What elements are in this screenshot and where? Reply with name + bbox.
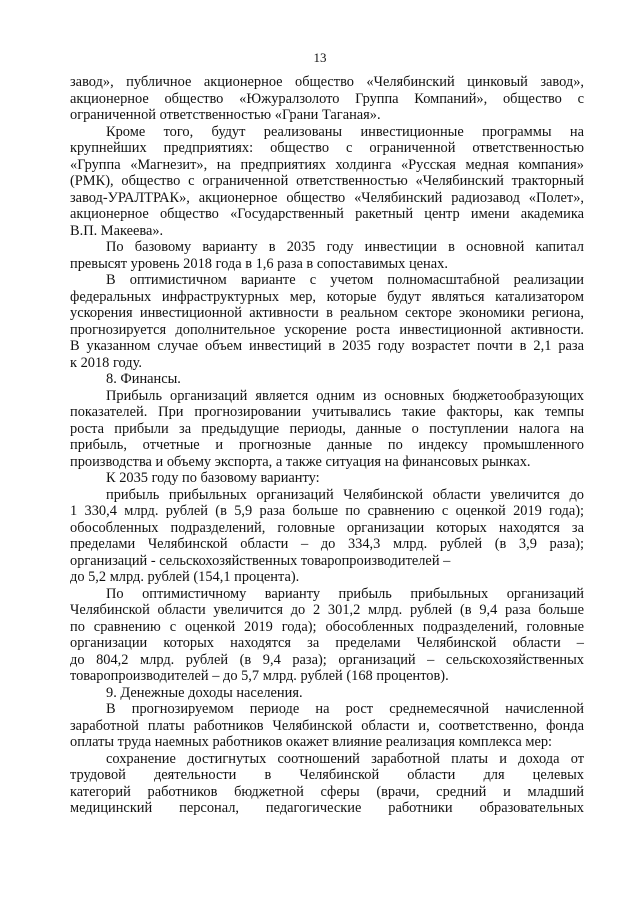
text-line: «Группа «Магнезит», на предприятиях холдинга «Русская медная компания»: [70, 156, 584, 173]
paragraph-wage-ratios: [70, 751, 584, 817]
section-heading-income: [70, 685, 584, 702]
paragraph-profit-factors: [70, 388, 584, 471]
document-body: [70, 74, 584, 817]
heading-text: 8. Финансы.: [106, 371, 181, 387]
text-line: до 5,2 млрд. рублей (154,1 процента).: [70, 569, 300, 585]
text-line: производства и объему экспорта, а также ситуация на финансовых рынках.: [70, 453, 531, 470]
text-line: федеральных инфраструктурных мер, которые будут являться катализатором: [70, 288, 584, 305]
text-line: прибыль, отчетные и прогнозные данные по индексу промышленного: [70, 437, 584, 453]
text-line: завод-УРАЛТРАК», акционерное общество «Челябинский радиозавод «Полет»,: [70, 189, 584, 206]
text-line: обособленных подразделений, головные организации которых находятся за: [70, 519, 584, 536]
text-line: до 804,2 млрд. рублей (в 9,4 раза); организаций – сельскохозяйственных: [70, 651, 584, 668]
text-line: по сравнению с оценкой 2019 года); обособленных подразделений, головные: [70, 618, 584, 635]
text-line: В.П. Макеева».: [70, 222, 164, 239]
text-fragment: организаций - сельскохозяйственных: [70, 552, 298, 569]
text-line: ускорения инвестиционной активности в реальном секторе экономики региона,: [70, 305, 584, 321]
text-line: роста прибыли за предыдущие периоды, данные о поступлении налога на: [70, 420, 584, 437]
paragraph-companies-end: [70, 74, 584, 124]
text-line: к 2018 году.: [70, 354, 142, 371]
paragraph-base-variant-investment: [70, 239, 584, 272]
text-line: [70, 553, 584, 570]
text-line: К 2035 году по базовому варианту:: [106, 470, 320, 486]
paragraph-base-variant-intro: [70, 470, 584, 487]
text-line: организации которых находятся за пределами Челябинской области –: [70, 635, 584, 651]
text-line: превысят уровень 2018 года в 1,6 раза в сопоставимых ценах.: [70, 255, 448, 272]
paragraph-wage-growth: [70, 701, 584, 751]
text-line: По базовому варианту в 2035 году инвестиции в основной капитал: [106, 239, 584, 255]
text-line: сохранение достигнутых соотношений заработной платы и дохода от: [106, 750, 584, 767]
paragraph-investment-programs: [70, 124, 584, 240]
section-heading-finance: [70, 371, 584, 388]
text-line: заработной платы работников Челябинской области и, соответственно, фонда: [70, 717, 584, 734]
text-line: акционерное общество «Южуралзолото Группа Компаний», общество с: [70, 90, 584, 107]
text-line: Кроме того, будут реализованы инвестиционные программы на: [106, 123, 584, 140]
text-line: акционерное общество «Государственный ракетный центр имени академика: [70, 206, 584, 222]
text-line: ограниченной ответственностью «Грани Таганая».: [70, 107, 381, 123]
text-line: оплаты труда наемных работников окажет влияние реализация комплекса мер:: [70, 734, 553, 750]
text-line: В прогнозируемом периоде на рост среднемесячной начисленной: [106, 701, 584, 717]
text-line: пределами Челябинской области – до 334,3 млрд. рублей (в 3,9 раза);: [70, 536, 584, 552]
text-line: медицинский персонал, педагогические работники образовательных: [70, 800, 584, 816]
text-line: товаропроизводителей – до 5,7 млрд. рублей (168 процентов).: [70, 668, 449, 684]
text-line: трудовой деятельности в Челябинской области для целевых: [70, 767, 584, 783]
text-line: категорий работников бюджетной сферы (врачи, средний и младший: [70, 783, 584, 800]
paragraph-optimistic-variant-investment: [70, 272, 584, 371]
text-line: крупнейших предприятиях: общество с ограниченной ответственностью: [70, 140, 584, 156]
text-line: В указанном случае объем инвестиций в 2035 году возрастет почти в 2,1 раза: [70, 338, 584, 354]
text-line: Челябинской области увеличится до 2 301,2 млрд. рублей (в 9,4 раза больше: [70, 602, 584, 618]
text-line: показателей. При прогнозировании учитывались такие факторы, как темпы: [70, 404, 584, 420]
page-number: 13: [313, 50, 327, 65]
text-fragment: товаропроизводителей: [300, 552, 440, 569]
text-fragment: –: [443, 552, 451, 569]
text-line: прибыль прибыльных организаций Челябинской области увеличится до: [106, 486, 584, 503]
paragraph-base-variant-profit: [70, 487, 584, 586]
text-line: 1 330,4 млрд. рублей (в 5,9 раза больше по сравнению с оценкой 2019 года);: [70, 503, 584, 519]
text-line: По оптимистичному варианту прибыль прибыльных организаций: [106, 585, 584, 602]
paragraph-optimistic-variant-profit: [70, 586, 584, 685]
text-line: (РМК), общество с ограниченной ответственностью «Челябинский тракторный: [70, 173, 584, 189]
heading-text: 9. Денежные доходы населения.: [106, 684, 303, 701]
text-line: В оптимистичном варианте с учетом полномасштабной реализации: [106, 272, 584, 288]
text-line: Прибыль организаций является одним из основных бюджетообразующих: [106, 387, 584, 404]
text-line: прогнозируется дополнительное ускорение роста инвестиционной активности.: [70, 321, 584, 338]
text-line: завод», публичное акционерное общество «Челябинский цинковый завод»,: [70, 74, 584, 90]
